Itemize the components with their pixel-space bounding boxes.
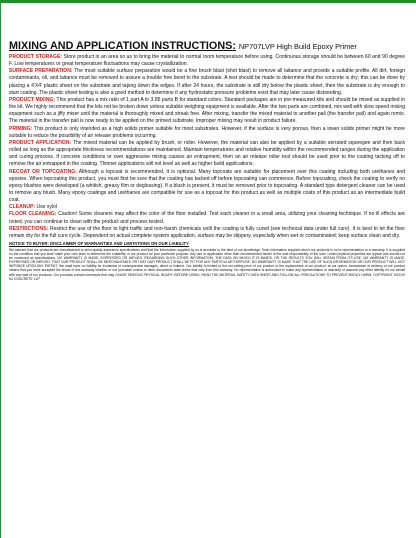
notice-heading: NOTICE TO BUYER: DISCLAIMER OF WARRANTIES AND LIMITATIONS ON OUR LIABILITY xyxy=(9,241,189,247)
top-accent-bar xyxy=(1,0,416,3)
section-text: Store product in an area so as to bring the material to normal room temperature before using. Continuous storage should be between 60 and 90 degree F. Low temperatures or great temperature fluctuations may cause crystallization. xyxy=(9,54,406,68)
section-text: Caution! Some cleaners may affect the color of the floor installed. Test each cleaner in a small area, utilizing your cleaning technique. If no ill effects are noted, you can continue to clean with the product and process tested. xyxy=(9,211,405,225)
section-recoat-topcoating xyxy=(9,169,405,205)
section-cleanup xyxy=(9,204,405,211)
section-product-mixing xyxy=(9,97,405,126)
section-label: FLOOR CLEANING: xyxy=(9,211,57,218)
section-label: CLEANUP: xyxy=(9,204,36,211)
section-label: PRODUCT APPLICATION: xyxy=(9,139,72,146)
section-label: RECOAT OR TOPCOATING: xyxy=(9,168,77,175)
document-title xyxy=(9,40,405,53)
title-main: MIXING AND APPLICATION INSTRUCTIONS: xyxy=(9,40,236,52)
section-surface-preparation xyxy=(9,68,405,97)
section-label: PRIMING: xyxy=(9,125,33,132)
section-product-application xyxy=(9,140,405,169)
section-label: RESTRICTIONS: xyxy=(9,225,49,232)
section-label: PRODUCT STORAGE: xyxy=(9,54,63,60)
section-label: PRODUCT MIXING: xyxy=(9,96,56,103)
section-label: SURFACE PREPARATION: xyxy=(9,68,73,75)
section-text: The most suitable surface preparation would be a fine brush blast (shot blast) to remove all laitance and provide a suitable profile. All dirt, foreign contaminants, oil, and laitance must be removed to assure a trouble free bond to the substrate. A test should be made to determine that the concrete is dry; this can be done by placing a 4'X4' plastic sheet on the substrate and taping down the edges. If after 24 hours, the substrate is still dry below the plastic sheet, then the substrate is dry enough to start coating. The plastic sheet testing is also a good method to determine if any hydrostatic pressure problems exist that may later cause disbonding. xyxy=(9,68,406,96)
document-body xyxy=(9,40,405,281)
section-text: This product is only intended as a high solids primer suitable for most substrates. However, if the surface is very porous, then a lower solids primer might be more suitable to reduce the possibility of air release problems occurring. xyxy=(9,125,405,139)
section-product-storage xyxy=(9,54,405,68)
section-text: Although a topcoat is recommended, it is optional. Many topcoats are suitable for placement over this coating including both urethanes and epoxies. When topcoating this product, you must first be sure that the coating has tacked off before topcoating can commence. Before topcoating, check the coating to verify no epoxy blushes were developed (a whitish, greasy film or deglossing). If a blush is present, it must be removed prior to topcoating. A standard type detergent cleaner can be used to remove any blush. Many epoxy coatings and urethanes are compatible for use as a topcoat for this product as well as multiple coats of this product as an intermediate build coat. xyxy=(9,168,406,204)
section-priming xyxy=(9,126,405,140)
section-text: The mixed material can be applied by brush, or roller. However, the material can also be applied by a suitable serrated squeegee and then back rolled as long as the appropriate thickness recommendations are maintained. Maintain temperatures and relative humidity within the recommended ranges during the application and curing process. If concrete conditions or over aggressive mixing causes air entrapment, then an air release roller tool should be used prior to the coating tacking off to remove the air entrapped in the coating. Thinner applications will not level as well as higher build applications. xyxy=(9,139,405,168)
section-text: Use xylol xyxy=(36,204,57,211)
section-text: This product has a mix ratio of 1 part A to 3.85 parts B for standard colors. Standard packages are in pre-measured kits and should be mixed as supplied in the kit. We highly recommend that the kits not be broken down unless suitable weighing equipment is available. After the two parts are combined, mix well with slow speed mixing equipment such as a jiffy mixer until the material is thoroughly mixed and streak free. After mixing, transfer the mixed material to another pail (the transfer pail) and again remix. The material in the transfer pail is now ready to be applied on the primed substrate. Improper mixing may result in product failure. xyxy=(9,96,406,125)
section-restrictions xyxy=(9,226,405,240)
notice-text: We warrant that our products are manufactured to strict quality assurance specifications and that the information supplied by us is accurate to the best of our knowledge. Such information supplied about our products is not a representation or a warranty. It is supplied on the condition that you shall make your own tests to determine the suitability of our product for your particular purpose. Any use or application other than recommended herein is the sole responsibility of the user. Listed physical properties are typical and should not be construed as specifications. NO WARRANTY IS MADE, EXPRESSED OR IMPLIED, REGARDING SUCH OTHER INFORMATION, THE DATA ON WHICH IT IS BASED, OR THE RESULTS YOU WILL OBTAIN FROM ITS USE. NO WARRANTY IS MADE, EXPRESSED OR IMPLIED, THAT OUR PRODUCT SHALL BE MERCHANTABLE OR THAT OUR PRODUCT SHALL BE FIT FOR ANY PARTICULAR PURPOSE. NO WARRANTY IS MADE THAT THE USE OF SUCH INFORMATION OR OUR PRODUCT WILL NOT INFRINGE UPON ANY PATENT. We shall have no liability for incidental or consequential damages, direct or indirect. Our liability is limited to the net selling price of our product or the replacement of our product, at our option. Acceptance of delivery of our product means that you have accepted the terms of this warranty whether or not purchase orders or other documents state terms that vary from this warranty. No representative is authorized to make any representation or warranty or assume any other liability on our behalf with any sale of our products. Our products contain chemicals that may CAUSE SERIOUS PHYSICAL INJURY. BEFORE USING, READ THE MATERIAL SAFETY DATA SHEET AND FOLLOW ALL PRECAUTIONS TO PREVENT BODILY HARM. COPYRIGHT 9/22/19 NJ CONCRETE LLP. xyxy=(9,247,405,281)
title-product: NP707LVP High Build Epoxy Primer xyxy=(238,42,357,51)
section-text: Restrict the use of the floor to light traffic and non-harsh chemicals until the coating is fully cured (see technical data under full cure). It is best to let the floor remain dry for the full cure cycle. Dependent on actual complete system application, surface may be slippery, especially when wet or contaminated; keep surface clean and dry. xyxy=(9,225,405,239)
section-floor-cleaning xyxy=(9,211,405,225)
